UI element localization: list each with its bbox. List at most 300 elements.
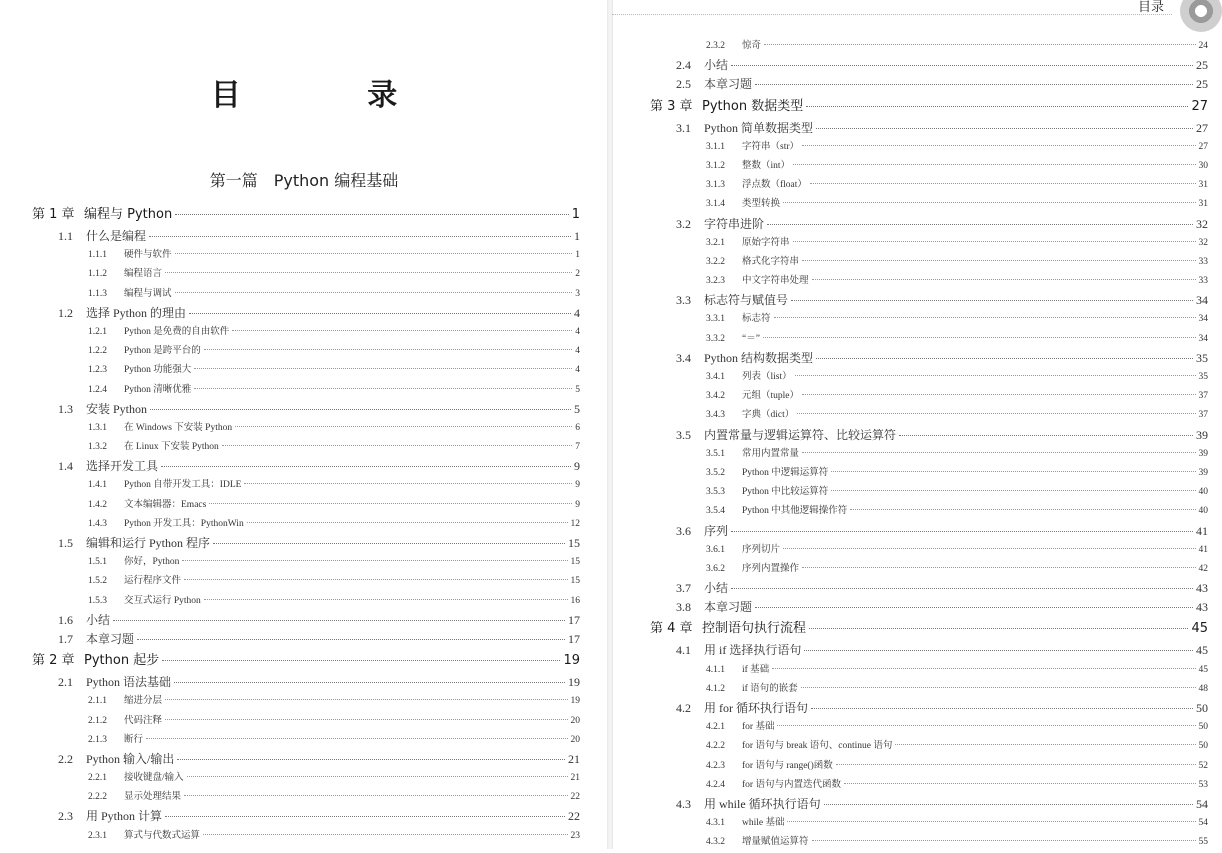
toc-list-right (650, 37, 1208, 853)
toc-entry-page: 55 (1198, 837, 1208, 848)
toc-entry-title: 常用内置常量 (742, 448, 800, 459)
toc-section-entry[interactable] (32, 534, 580, 553)
toc-entry-title: Python 是免费的自由软件 (124, 326, 230, 337)
toc-leader-dots (213, 543, 565, 544)
toc-leader-dots (802, 452, 1195, 453)
toc-entry-page: 34 (1198, 314, 1208, 325)
toc-entry-number: 4.2.2 (706, 741, 725, 752)
toc-leader-dots (816, 358, 1193, 359)
toc-subsection-entry[interactable] (32, 438, 580, 457)
toc-entry-title: 中文字符串处理 (742, 276, 809, 287)
toc-leader-dots (146, 738, 567, 739)
toc-entry-number: 4.3 (676, 796, 691, 811)
toc-subsection-entry[interactable] (650, 560, 1208, 579)
toc-entry-number: 4.1.1 (706, 664, 725, 675)
toc-leader-dots (850, 509, 1195, 510)
toc-subsection-entry[interactable] (32, 592, 580, 611)
toc-entry-title: Python 起步 (84, 653, 160, 669)
toc-section-entry[interactable] (650, 598, 1208, 617)
toc-subsection-entry[interactable] (650, 680, 1208, 699)
toc-entry-page: 20 (570, 734, 580, 745)
toc-entry-number: 2.2 (58, 751, 73, 766)
toc-chapter-entry[interactable] (32, 649, 580, 673)
toc-entry-page: 50 (1196, 701, 1208, 715)
toc-entry-page: 16 (570, 595, 580, 606)
toc-leader-dots (247, 522, 568, 523)
toc-entry-page: 30 (1198, 160, 1208, 171)
toc-entry-number: 1.3.1 (88, 422, 107, 433)
toc-section-entry[interactable] (650, 795, 1208, 814)
toc-entry-number: 1.2.3 (88, 365, 107, 376)
toc-entry-page: 39 (1198, 448, 1208, 459)
toc-entry-title: 字符串（str） (742, 141, 800, 152)
toc-entry-number: 1.4.2 (88, 499, 107, 510)
toc-entry-page: 23 (570, 830, 580, 841)
toc-entry-number: 3.2.1 (706, 237, 725, 248)
toc-section-entry[interactable] (32, 750, 580, 769)
toc-entry-page: 39 (1196, 427, 1208, 442)
toc-entry-page: 2 (575, 269, 580, 280)
toc-leader-dots (194, 368, 572, 369)
toc-entry-page: 17 (568, 612, 580, 627)
toc-section-entry[interactable] (32, 630, 580, 649)
toc-subsection-entry[interactable] (650, 234, 1208, 253)
toc-entry-title: 缩进分层 (124, 696, 163, 707)
toc-section-entry[interactable] (650, 75, 1208, 94)
toc-leader-dots (772, 668, 1195, 669)
toc-leader-dots (802, 394, 1196, 395)
toc-chapter-entry[interactable] (32, 203, 580, 227)
toc-leader-dots (150, 409, 571, 410)
toc-entry-title: 用 if 选择执行语句 (704, 643, 802, 658)
toc-entry-number: 3.4 (676, 350, 691, 365)
toc-chapter-entry[interactable] (650, 95, 1208, 119)
toc-entry-title: 选择 Python 的理由 (86, 305, 187, 320)
toc-entry-page: 21 (568, 751, 580, 766)
toc-leader-dots (783, 548, 1195, 549)
toc-subsection-entry[interactable] (650, 138, 1208, 157)
toc-entry-number: 1.6 (58, 612, 73, 627)
toc-leader-dots (816, 128, 1193, 129)
toc-subsection-entry[interactable] (32, 515, 580, 534)
toc-leader-dots (175, 292, 573, 293)
toc-entry-title: 本章习题 (704, 77, 753, 92)
toc-entry-title: 标志符与赋值号 (704, 293, 789, 308)
toc-entry-title: 内置常量与逻辑运算符、比较运算符 (704, 427, 897, 442)
toc-entry-title: Python 语法基础 (86, 675, 172, 690)
toc-entry-page: 45 (1198, 664, 1208, 675)
toc-leader-dots (175, 253, 573, 254)
toc-leader-dots (801, 687, 1196, 688)
toc-entry-page: 24 (1198, 41, 1208, 51)
page-title: 目 录 (210, 78, 456, 113)
toc-entry-title: Python 简单数据类型 (704, 120, 814, 135)
toc-subsection-entry[interactable] (650, 541, 1208, 560)
toc-entry-title: 惊奇 (742, 41, 762, 51)
toc-entry-number: 1.1 (58, 229, 73, 243)
toc-list-left (32, 203, 580, 846)
toc-leader-dots (802, 260, 1195, 261)
toc-entry-title: Python 中其他逻辑操作符 (742, 506, 848, 517)
toc-entry-number: 2.2.1 (88, 773, 107, 784)
toc-entry-title: 列表（list） (742, 372, 792, 382)
toc-entry-page: 37 (1198, 410, 1208, 421)
toc-subsection-entry[interactable] (32, 246, 580, 265)
toc-entry-number: 2.1.3 (88, 734, 107, 745)
toc-entry-page: 35 (1196, 350, 1208, 365)
toc-entry-title: 显示处理结果 (124, 792, 182, 803)
toc-entry-number: 2.3.1 (88, 830, 107, 841)
toc-entry-page: 35 (1198, 372, 1208, 382)
toc-entry-number: 1.4.1 (88, 480, 107, 491)
toc-subsection-entry[interactable] (650, 330, 1208, 349)
toc-leader-dots (795, 375, 1196, 376)
toc-subsection-entry[interactable] (650, 814, 1208, 833)
toc-subsection-entry[interactable] (32, 323, 580, 342)
toc-entry-number: 3.4.3 (706, 410, 725, 421)
toc-leader-dots (177, 759, 565, 760)
toc-subsection-entry[interactable] (650, 253, 1208, 272)
toc-subsection-entry[interactable] (32, 712, 580, 731)
toc-entry-title: 用 for 循环执行语句 (704, 701, 808, 715)
toc-entry-number: 3.2.2 (706, 256, 725, 267)
toc-entry-page: 34 (1198, 333, 1208, 344)
toc-leader-dots (824, 804, 1193, 805)
toc-entry-title: 小结 (704, 581, 729, 596)
toc-subsection-entry[interactable] (32, 361, 580, 380)
toc-section-entry[interactable] (650, 522, 1208, 541)
toc-chapter-entry[interactable] (650, 617, 1208, 641)
toc-subsection-entry[interactable] (650, 310, 1208, 329)
toc-entry-number: 4.3.2 (706, 837, 725, 848)
toc-section-entry[interactable] (650, 641, 1208, 660)
toc-entry-title: 代码注释 (124, 715, 163, 726)
toc-subsection-entry[interactable] (650, 406, 1208, 425)
toc-leader-dots (836, 764, 1196, 765)
toc-leader-dots (787, 821, 1195, 822)
toc-entry-page: 9 (575, 480, 580, 491)
toc-entry-number: 1.2.1 (88, 326, 107, 337)
toc-subsection-entry[interactable] (32, 496, 580, 515)
toc-entry-page: 31 (1198, 180, 1208, 191)
toc-entry-number: 3.5.3 (706, 487, 725, 498)
toc-entry-page: 4 (574, 305, 580, 320)
toc-leader-dots (162, 660, 560, 661)
toc-entry-page: 17 (568, 631, 580, 646)
toc-entry-title: Python 开发工具：PythonWin (124, 518, 244, 529)
toc-subsection-entry[interactable] (650, 833, 1208, 852)
toc-subsection-entry[interactable] (650, 387, 1208, 406)
toc-leader-dots (764, 44, 1195, 45)
toc-entry-number: 1.2.4 (88, 384, 107, 395)
toc-leader-dots (149, 236, 571, 237)
toc-entry-number: 3.3.1 (706, 314, 725, 325)
toc-entry-title: for 基础 (742, 722, 775, 733)
toc-section-entry[interactable] (32, 304, 580, 323)
toc-leader-dots (203, 834, 567, 835)
toc-entry-page: 52 (1198, 760, 1208, 771)
toc-section-entry[interactable] (32, 457, 580, 476)
toc-leader-dots (244, 483, 572, 484)
toc-section-entry[interactable] (650, 119, 1208, 138)
toc-entry-title: 断行 (124, 734, 144, 745)
toc-section-entry[interactable] (650, 699, 1208, 718)
toc-entry-title: “＝” (742, 333, 760, 344)
toc-subsection-entry[interactable] (32, 827, 580, 846)
toc-entry-title: Python 功能强大 (124, 365, 192, 376)
toc-entry-number: 3.4.1 (706, 372, 725, 382)
toc-subsection-entry[interactable] (32, 381, 580, 400)
toc-entry-page: 1 (571, 207, 580, 222)
toc-entry-title: Python 结构数据类型 (704, 350, 814, 365)
toc-subsection-entry[interactable] (650, 195, 1208, 214)
toc-entry-page: 20 (570, 715, 580, 726)
part-title: 第一篇 Python 编程基础 (209, 171, 399, 190)
toc-leader-dots (777, 725, 1195, 726)
toc-entry-number: 2.5 (676, 77, 691, 92)
toc-leader-dots (793, 164, 1195, 165)
toc-subsection-entry[interactable] (650, 157, 1208, 176)
toc-entry-title: 本章习题 (86, 631, 135, 646)
toc-subsection-entry[interactable] (650, 37, 1208, 56)
toc-entry-number: 3.5 (676, 427, 691, 442)
toc-entry-page: 27 (1198, 141, 1208, 152)
toc-subsection-entry[interactable] (650, 176, 1208, 195)
toc-leader-dots (806, 106, 1188, 107)
toc-subsection-entry[interactable] (650, 776, 1208, 795)
toc-section-entry[interactable] (32, 611, 580, 630)
toc-entry-title: Python 输入/输出 (86, 751, 175, 766)
toc-entry-number: 2.3 (58, 809, 73, 824)
toc-entry-page: 27 (1196, 120, 1208, 135)
toc-entry-title: 文本编辑器：Emacs (124, 499, 207, 510)
toc-section-entry[interactable] (32, 227, 580, 246)
toc-entry-title: 本章习题 (704, 600, 753, 615)
toc-entry-page: 19 (563, 653, 580, 669)
toc-subsection-entry[interactable] (650, 272, 1208, 291)
toc-entry-number: 3.5.4 (706, 506, 725, 517)
toc-subsection-entry[interactable] (32, 342, 580, 361)
toc-entry-page: 1 (574, 229, 580, 243)
toc-entry-page: 50 (1198, 722, 1208, 733)
toc-entry-number: 3.6.2 (706, 563, 725, 574)
toc-entry-number: 3.5.1 (706, 448, 725, 459)
toc-entry-title: for 语句与内置迭代函数 (742, 779, 841, 790)
toc-subsection-entry[interactable] (650, 464, 1208, 483)
toc-entry-page: 53 (1198, 779, 1208, 790)
toc-entry-number: 3.4.2 (706, 391, 725, 402)
toc-entry-number: 1.5.1 (88, 557, 107, 568)
toc-leader-dots (174, 682, 565, 683)
toc-entry-title: 接收键盘/输入 (124, 773, 184, 784)
toc-entry-number: 1.2 (58, 305, 73, 320)
toc-entry-page: 43 (1196, 600, 1208, 615)
toc-leader-dots (802, 145, 1195, 146)
toc-entry-number: 1.3 (58, 401, 73, 416)
toc-section-entry[interactable] (650, 579, 1208, 598)
toc-entry-number: 2.3.2 (706, 41, 725, 51)
toc-leader-dots (831, 490, 1195, 491)
toc-subsection-entry[interactable] (32, 553, 580, 572)
toc-leader-dots (165, 816, 565, 817)
toc-entry-page: 39 (1198, 467, 1208, 478)
toc-entry-title: 序列内置操作 (742, 563, 800, 574)
toc-entry-number: 3.1.1 (706, 141, 725, 152)
toc-entry-title: 在 Linux 下安装 Python (124, 442, 219, 453)
toc-subsection-entry[interactable] (650, 445, 1208, 464)
toc-entry-title: Python 是跨平台的 (124, 346, 201, 357)
toc-section-entry[interactable] (650, 56, 1208, 75)
toc-entry-number: 1.4 (58, 459, 73, 474)
toc-subsection-entry[interactable] (650, 757, 1208, 776)
toc-entry-number: 4.2.3 (706, 760, 725, 771)
toc-entry-title: 用 while 循环执行语句 (704, 796, 821, 811)
toc-leader-dots (731, 588, 1193, 589)
toc-section-entry[interactable] (650, 349, 1208, 368)
toc-section-entry[interactable] (32, 400, 580, 419)
toc-leader-dots (797, 413, 1195, 414)
toc-leader-dots (811, 708, 1193, 709)
toc-subsection-entry[interactable] (32, 265, 580, 284)
toc-entry-number: 3.1.4 (706, 199, 725, 210)
toc-entry-page: 37 (1198, 391, 1208, 402)
toc-subsection-entry[interactable] (32, 285, 580, 304)
toc-entry-page: 45 (1191, 621, 1208, 637)
toc-leader-dots (235, 426, 572, 427)
toc-subsection-entry[interactable] (32, 692, 580, 711)
toc-entry-page: 50 (1198, 741, 1208, 752)
toc-entry-page: 48 (1198, 683, 1208, 694)
toc-entry-number: 第 2 章 (32, 653, 75, 669)
toc-entry-title: 控制语句执行流程 (702, 621, 807, 637)
toc-entry-page: 4 (575, 365, 580, 376)
toc-subsection-entry[interactable] (650, 502, 1208, 521)
toc-entry-number: 第 3 章 (650, 98, 693, 114)
toc-entry-title: for 语句与 break 语句、continue 语句 (742, 741, 893, 752)
toc-leader-dots (204, 349, 572, 350)
toc-entry-number: 2.2.2 (88, 792, 107, 803)
toc-entry-page: 4 (575, 326, 580, 337)
toc-entry-page: 7 (575, 442, 580, 453)
toc-entry-number: 1.2.2 (88, 346, 107, 357)
toc-subsection-entry[interactable] (650, 661, 1208, 680)
toc-entry-number: 3.1.2 (706, 160, 725, 171)
toc-entry-number: 1.1.3 (88, 288, 107, 299)
toc-entry-title: 元组（tuple） (742, 391, 799, 402)
toc-entry-number: 2.1 (58, 675, 73, 690)
toc-entry-page: 4 (575, 346, 580, 357)
toc-entry-number: 1.1.1 (88, 250, 107, 261)
toc-entry-title: 选择开发工具 (86, 459, 159, 474)
toc-leader-dots (165, 272, 572, 273)
toc-entry-title: 硬件与软件 (124, 250, 172, 261)
toc-entry-number: 3.6 (676, 523, 691, 538)
toc-section-entry[interactable] (32, 673, 580, 692)
toc-entry-title: 格式化字符串 (742, 256, 800, 267)
toc-entry-page: 22 (570, 792, 580, 803)
toc-entry-title: 小结 (704, 58, 729, 73)
toc-entry-page: 41 (1198, 544, 1208, 555)
toc-entry-page: 40 (1198, 487, 1208, 498)
toc-entry-title: 浮点数（float） (742, 180, 807, 191)
toc-leader-dots (137, 639, 565, 640)
toc-subsection-entry[interactable] (32, 769, 580, 788)
toc-entry-title: 增量赋值运算符 (742, 837, 809, 848)
toc-entry-title: 交互式运行 Python (124, 595, 201, 606)
toc-subsection-entry[interactable] (32, 419, 580, 438)
toc-entry-page: 54 (1196, 796, 1208, 811)
toc-entry-number: 2.1.2 (88, 715, 107, 726)
toc-entry-title: 安装 Python (86, 401, 148, 416)
toc-subsection-entry[interactable] (32, 731, 580, 750)
toc-leader-dots (802, 567, 1195, 568)
toc-entry-number: 第 1 章 (32, 207, 75, 222)
toc-leader-dots (165, 699, 567, 700)
toc-entry-page: 43 (1196, 581, 1208, 596)
toc-entry-number: 1.5.2 (88, 576, 107, 587)
toc-entry-number: 3.6.1 (706, 544, 725, 555)
toc-entry-page: 15 (568, 536, 580, 550)
running-head: 目录 (1137, 0, 1164, 15)
toc-leader-dots (731, 531, 1193, 532)
toc-leader-dots (804, 650, 1193, 651)
toc-entry-number: 1.3.2 (88, 442, 107, 453)
toc-leader-dots (899, 435, 1193, 436)
toc-entry-page: 12 (570, 518, 580, 529)
toc-section-entry[interactable] (650, 291, 1208, 310)
toc-section-entry[interactable] (650, 426, 1208, 445)
toc-leader-dots (812, 279, 1196, 280)
toc-entry-title: 类型转换 (742, 199, 781, 210)
toc-subsection-entry[interactable] (650, 718, 1208, 737)
toc-entry-page: 33 (1198, 256, 1208, 267)
toc-entry-number: 1.5 (58, 536, 73, 550)
toc-entry-title: for 语句与 range()函数 (742, 760, 833, 771)
toc-entry-title: while 基础 (742, 818, 785, 829)
toc-entry-number: 3.8 (676, 600, 691, 615)
toc-entry-number: 1.7 (58, 631, 73, 646)
toc-leader-dots (175, 214, 569, 215)
toc-leader-dots (767, 224, 1193, 225)
toc-leader-dots (232, 330, 572, 331)
toc-section-entry[interactable] (650, 215, 1208, 234)
toc-subsection-entry[interactable] (32, 572, 580, 591)
toc-leader-dots (184, 795, 567, 796)
toc-subsection-entry[interactable] (650, 737, 1208, 756)
toc-entry-page: 5 (575, 384, 580, 395)
toc-entry-number: 3.1 (676, 120, 691, 135)
toc-entry-title: 算式与代数式运算 (124, 830, 201, 841)
toc-leader-dots (755, 84, 1193, 85)
toc-subsection-entry[interactable] (650, 368, 1208, 387)
toc-subsection-entry[interactable] (650, 483, 1208, 502)
toc-entry-title: 整数（int） (742, 160, 791, 171)
toc-subsection-entry[interactable] (32, 476, 580, 495)
toc-entry-number: 4.1 (676, 643, 691, 658)
toc-leader-dots (731, 65, 1193, 66)
toc-entry-number: 4.3.1 (706, 818, 725, 829)
toc-entry-title: 用 Python 计算 (86, 809, 163, 824)
toc-entry-title: Python 中比较运算符 (742, 487, 829, 498)
toc-entry-page: 45 (1196, 643, 1208, 658)
toc-leader-dots (184, 579, 567, 580)
toc-entry-title: Python 自带开发工具：IDLE (124, 480, 242, 491)
toc-subsection-entry[interactable] (32, 788, 580, 807)
toc-leader-dots (783, 202, 1195, 203)
toc-section-entry[interactable] (32, 807, 580, 826)
toc-entry-number: 3.2.3 (706, 276, 725, 287)
toc-leader-dots (791, 300, 1193, 301)
